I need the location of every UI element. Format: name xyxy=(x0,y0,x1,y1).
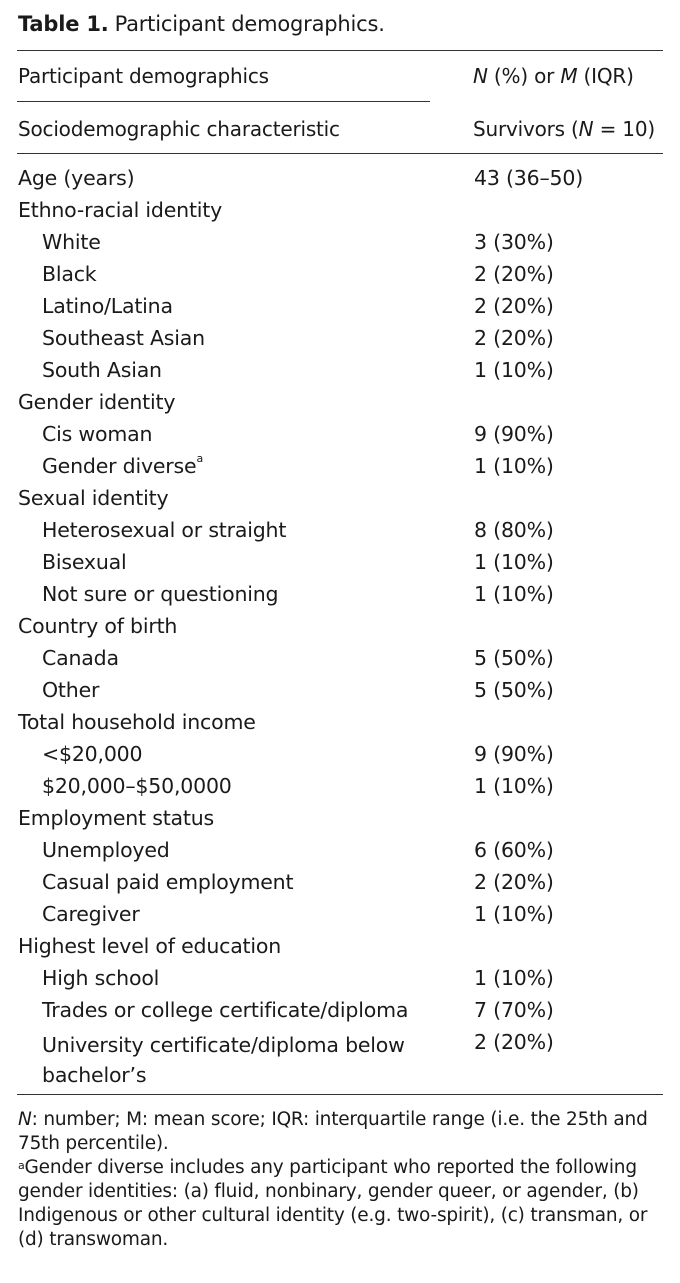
bottom-rule xyxy=(17,1094,663,1095)
table-row xyxy=(0,1030,680,1092)
row-label: Not sure or questioning xyxy=(42,582,279,606)
row-label: Caregiver xyxy=(42,902,140,926)
table-row xyxy=(0,358,680,390)
row-label: Latino/Latina xyxy=(42,294,173,318)
row-value: 1 (10%) xyxy=(474,358,554,382)
row-label: Gender identity xyxy=(18,390,176,414)
header-col2-sub xyxy=(473,117,655,141)
header-n-symbol: N xyxy=(473,64,488,88)
table-row xyxy=(0,934,680,966)
row-label: Heterosexual or straight xyxy=(42,518,287,542)
row-value: 2 (20%) xyxy=(474,870,554,894)
table-notes xyxy=(18,1108,658,1252)
table-row xyxy=(0,998,680,1030)
row-label: Employment status xyxy=(18,806,215,830)
header-sub-rule xyxy=(17,101,430,102)
row-footnote-marker: a xyxy=(196,452,203,465)
row-label: Country of birth xyxy=(18,614,178,638)
header-sub-n: N xyxy=(578,117,594,141)
table-row xyxy=(0,198,680,230)
row-label: Age (years) xyxy=(18,166,135,190)
row-value: 1 (10%) xyxy=(474,550,554,574)
table-row xyxy=(0,966,680,998)
header-survivors: Survivors ( xyxy=(473,117,579,141)
table-row xyxy=(0,486,680,518)
header-col2-post: (IQR) xyxy=(577,64,634,88)
row-label: Casual paid employment xyxy=(42,870,294,894)
row-label: White xyxy=(42,230,101,254)
row-value: 1 (10%) xyxy=(474,774,554,798)
note-superscript: a xyxy=(18,1159,25,1172)
row-label: Cis woman xyxy=(42,422,153,446)
header-col1-top: Participant demographics xyxy=(18,64,269,88)
row-value: 1 (10%) xyxy=(474,454,554,478)
row-label: Total household income xyxy=(18,710,256,734)
header-col2-mid: (%) or xyxy=(487,64,561,88)
table-row xyxy=(0,742,680,774)
row-label: South Asian xyxy=(42,358,162,382)
table-row xyxy=(0,838,680,870)
table-row xyxy=(0,806,680,838)
table-row xyxy=(0,294,680,326)
row-value: 5 (50%) xyxy=(474,678,554,702)
row-label: Ethno-racial identity xyxy=(18,198,223,222)
row-label: Southeast Asian xyxy=(42,326,205,350)
row-label: Bisexual xyxy=(42,550,127,574)
row-label: Black xyxy=(42,262,97,286)
row-label: Sexual identity xyxy=(18,486,169,510)
header-bottom-rule xyxy=(17,153,663,154)
table-row xyxy=(0,262,680,294)
row-value: 9 (90%) xyxy=(474,422,554,446)
table-row xyxy=(0,646,680,678)
row-label: Canada xyxy=(42,646,119,670)
table-row xyxy=(0,870,680,902)
header-sub-post: = 10) xyxy=(593,117,655,141)
table-row xyxy=(0,422,680,454)
header-col1-sub: Sociodemographic characteristic xyxy=(18,117,340,141)
row-value: 1 (10%) xyxy=(474,902,554,926)
table-row xyxy=(0,230,680,262)
header-m-symbol: M xyxy=(560,64,578,88)
note-gender-diverse xyxy=(18,1156,658,1252)
row-label: Highest level of education xyxy=(18,934,282,958)
row-value: 2 (20%) xyxy=(474,294,554,318)
caption-label: Table 1. xyxy=(18,12,109,36)
row-value: 2 (20%) xyxy=(474,1030,554,1054)
row-value: 6 (60%) xyxy=(474,838,554,862)
row-value: 1 (10%) xyxy=(474,582,554,606)
table-row xyxy=(0,678,680,710)
table-row xyxy=(0,582,680,614)
table-row xyxy=(0,454,680,486)
row-label: Gender diverse xyxy=(42,454,197,478)
table-row xyxy=(0,774,680,806)
note-abbrev-text: : number; M: mean score; IQR: interquartile range (i.e. the 25th and 75th percentile). xyxy=(18,1109,648,1154)
table-row xyxy=(0,326,680,358)
table-caption xyxy=(18,12,385,36)
row-label: University certificate/diploma below bachelor’s xyxy=(42,1033,405,1087)
row-label: Other xyxy=(42,678,100,702)
row-value: 8 (80%) xyxy=(474,518,554,542)
row-label: <$20,000 xyxy=(42,742,143,766)
row-value: 2 (20%) xyxy=(474,326,554,350)
row-label: High school xyxy=(42,966,160,990)
header-col2-top xyxy=(473,64,634,88)
row-label-wrap xyxy=(42,454,203,478)
note-abbreviations xyxy=(18,1108,658,1156)
row-value: 3 (30%) xyxy=(474,230,554,254)
row-value: 43 (36–50) xyxy=(474,166,584,190)
table-row xyxy=(0,518,680,550)
note-gender-text: Gender diverse includes any participant who reported the following gender identities: (a) fluid, nonbinary, gender queer, or agender, (b) Indigenous or other cultural identity (e.g. two-spirit), (c) transman, or (d) transwoman. xyxy=(18,1157,648,1250)
table-row xyxy=(0,710,680,742)
row-label: Unemployed xyxy=(42,838,170,862)
top-rule xyxy=(17,50,663,51)
row-value: 2 (20%) xyxy=(474,262,554,286)
row-label: Trades or college certificate/diploma xyxy=(42,998,409,1022)
table-row xyxy=(0,614,680,646)
caption-text: Participant demographics. xyxy=(114,12,385,36)
row-value: 9 (90%) xyxy=(474,742,554,766)
table-row xyxy=(0,902,680,934)
table-row xyxy=(0,166,680,198)
row-label: $20,000–$50,0000 xyxy=(42,774,232,798)
note-n-symbol: N xyxy=(18,1109,32,1130)
row-value: 5 (50%) xyxy=(474,646,554,670)
row-value: 7 (70%) xyxy=(474,998,554,1022)
table-row xyxy=(0,390,680,422)
table-row xyxy=(0,550,680,582)
row-value: 1 (10%) xyxy=(474,966,554,990)
